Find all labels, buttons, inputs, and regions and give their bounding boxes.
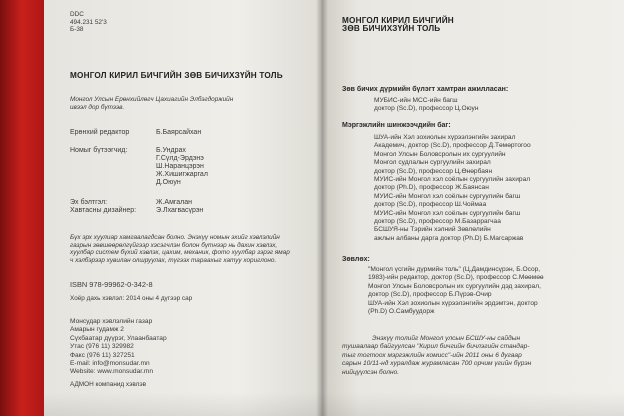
print-info: Хоёр дахь хэвлэл: 2014 оны 4 дүгээр сар: [70, 295, 193, 302]
chief-editor-value: Б.Баярсайхан: [156, 129, 202, 136]
notice-line: ч хэлбэрээр хувилан олшруулах, түгээх тараахыг хатуу хориглоно.: [70, 256, 277, 264]
credit-value: Ж.Амгалан: [156, 199, 193, 206]
closing-line: Энэхүү толийг Монгол улсын БСШУ-ны сайдын: [372, 335, 521, 342]
credit-line: Монгол Улсын Боловсролын их сургуулийн: [374, 150, 506, 158]
compilers: [70, 147, 208, 187]
running-header: [342, 17, 454, 33]
publisher-info: [70, 318, 167, 377]
copyright-notice: [70, 234, 290, 264]
subtitle-line: Монгол Улсын Ерөнхийлөгч Цахиагийн Элбэгдоржийн: [70, 96, 234, 103]
credit-line: доктор (Sc.D), профессор Ц.Оюун: [374, 105, 479, 113]
publisher-line: Амарын гудамж 2: [70, 326, 124, 334]
credit-value: Э.Лхагвасүрэн: [156, 207, 204, 214]
closing-paragraph: [342, 335, 531, 377]
header-line: МОНГОЛ КИРИЛ БИЧГИЙН: [342, 16, 454, 25]
compiler-name: Д.Оюун: [156, 179, 181, 186]
closing-line: тыг тогтоох мэргэжлийн комисс"-ийн 2011 оны 6 дугаар: [342, 351, 522, 359]
section3-body: [368, 266, 544, 316]
publisher-line: Утас (976 11) 329982: [70, 343, 134, 351]
closing-line: сарын 10/11-нд хуралдаж журамласан 700 орчим үгийн бүрэн: [342, 360, 532, 368]
udk-line: DDC: [70, 11, 84, 18]
chief-editor: [70, 129, 201, 137]
compilers-label: Номыг бүтээгчид:: [70, 147, 128, 154]
compiler-name: Ш.Наранцэрэн: [156, 163, 204, 170]
book-spine-shadow: [316, 0, 328, 416]
credit-line: ШУА-ийн Хэл зохиолын хүрээлэнгийн захирал: [374, 134, 516, 141]
credit-line: (Ph.D) О.Самбуудорж: [368, 308, 435, 316]
book-title: МОНГОЛ КИРИЛ БИЧГИЙН ЗӨВ БИЧИХЗҮЙН ТОЛЬ: [70, 71, 283, 80]
section2-heading: Мэргэжлийн шинжээчдийн баг:: [342, 122, 451, 129]
publisher-line: Website: www.monsudar.mn: [70, 368, 154, 376]
udk-code: [70, 11, 107, 34]
credit-line: МУИС-ийн Монгол хэл соёлын сургуулийн захирал: [374, 176, 531, 184]
right-page: [322, 0, 624, 416]
chief-editor-label: Ерөнхий редактор: [70, 129, 130, 136]
credit-line: доктор (Sc.D), профессор Б.Пүрэв-Очир: [368, 291, 492, 299]
page-bottom-shadow: [44, 392, 624, 416]
notice-line: газрын зөвшөөрөлгүйгээр хэсэгчлэн болон бүтнээр нь дахин хэвлэх,: [70, 241, 278, 249]
publisher-line: E-mail: info@monsudar.mn: [70, 360, 150, 368]
isbn: ISBN 978-99962-0-342-8: [70, 280, 153, 289]
credit-label: Эх бэлтгэл:: [70, 199, 108, 206]
section2-body: [374, 134, 531, 243]
compiler-name: Б.Ундрах: [156, 147, 186, 154]
designer-credits: [70, 199, 203, 215]
credit-label: Хавтасны дизайнер:: [70, 207, 137, 214]
publisher-line: Факс (976 11) 327251: [70, 351, 135, 359]
printer-info: АДМОН компанид хэвлэв: [70, 381, 147, 388]
credit-line: "Монгол үсгийн дүрмийн толь" (Ц.Дамдинсүрэн, Б.Осор,: [368, 266, 541, 273]
publisher-line: Монсудар хэвлэлийн газар: [70, 318, 153, 325]
notice-line: Бүх эрх хуулиар хамгаалагдсан болно. Энэхүү номын эхийг хэвлэлийн: [70, 234, 280, 241]
credit-line: МУИС-ийн Монгол хэл соёлын сургуулийн багш: [374, 192, 521, 200]
credit-line: доктор (Sc.D), профессор Ц.Өнөрбаян: [374, 167, 493, 175]
closing-line: тушаалаар байгуулсан "Кирил бичгийн бичлэгийн стандар-: [342, 343, 530, 351]
credit-line: Монгол судлалын сургуулийн захирал: [374, 159, 491, 167]
header-line: ЗӨВ БИЧИХЗҮЙН ТОЛЬ: [342, 24, 441, 33]
section3-heading: Зөвлөх:: [342, 256, 370, 263]
udk-line: 494.231 52'3: [70, 18, 107, 26]
credit-line: доктор (Sc.D), профессор М.Базаррагчаа: [374, 218, 501, 226]
credit-line: ШУА-ийн Хэл зохиолын хүрээлэнгийн эрдэмтэн, доктор: [368, 299, 538, 307]
credit-line: МУБИС-ийн МСС-ийн багш: [374, 97, 458, 104]
credit-line: МУИС-ийн Монгол хэл соёлын сургуулийн багш: [374, 209, 521, 217]
credit-line: Монгол Улсын Боловсролын их сургуулийн дэд захирал,: [368, 282, 541, 290]
credit-line: Академич, доктор (Sc.D), профессор Д.Төмөртогоо: [374, 142, 531, 150]
book-subtitle: [70, 96, 233, 111]
credit-line: ажлын албаны дарга доктор (Ph.D) Б.Магсаржав: [374, 234, 524, 242]
section1-heading: Зөв бичих дүрмийн бүлэгт хамтран ажилласан:: [342, 86, 509, 93]
compiler-name: Ж.Хишигжаргал: [156, 171, 208, 178]
subtitle-line: ивээл дор бүтээв.: [70, 103, 125, 111]
credit-line: 1983)-ийн редактор, доктор (Sc.D), профессор С.Мөөмөө: [368, 274, 544, 282]
book-cover-edge: [0, 0, 48, 416]
credit-line: доктор (Sc.D), профессор Ш.Чоймаа: [374, 201, 487, 209]
udk-line: Б-38: [70, 26, 84, 34]
compiler-name: Г.Сүлд-Эрдэнэ: [156, 155, 204, 162]
credit-line: БСШУЯ-ны Тэрийн хэлний Зөвлөлийн: [374, 226, 491, 234]
credit-line: доктор (Ph.D), профессор Ж.Баянсан: [374, 184, 489, 192]
notice-line: хуулбар систем бүхий хэвлэх, цахим, механик, фото хуулбар зэрэг ямар: [70, 249, 290, 257]
closing-line: нийцүүлсэн болно.: [342, 368, 400, 376]
left-page: [44, 0, 322, 416]
publisher-line: Сүхбаатар дүүрэг, Улаанбаатар: [70, 334, 167, 342]
section1-body: [374, 97, 478, 114]
